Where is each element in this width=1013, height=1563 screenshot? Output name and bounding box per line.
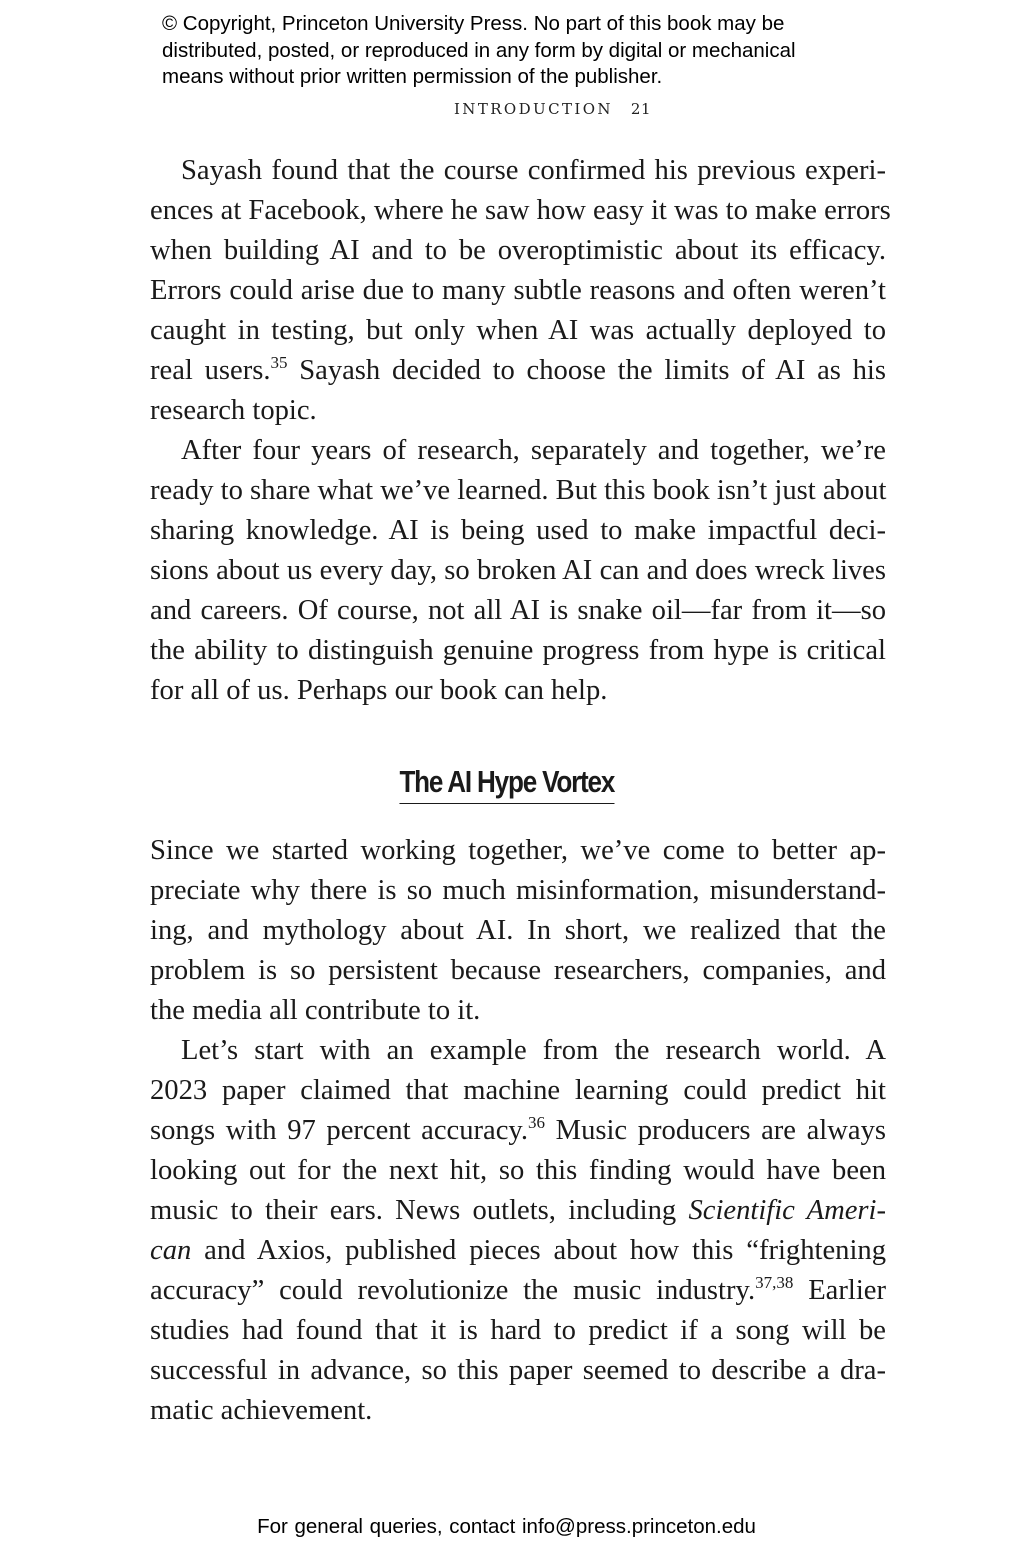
copyright-notice (162, 11, 882, 91)
text-line: studies had found that it is hard to predict if a song will be (150, 1315, 886, 1346)
text-line (150, 1111, 886, 1151)
publication-title: Scientific Ameri- (688, 1195, 887, 1226)
paragraph-1 (150, 151, 891, 711)
text-segment: accuracy” could revolutionize the music industry. (150, 1275, 756, 1306)
copyright-line: distributed, posted, or reproduced in any form by digital or mechanical (162, 38, 796, 62)
text-line: research topic. (150, 395, 317, 426)
copyright-line: means without prior written permission of the publisher. (162, 65, 663, 88)
footer-contact: For general queries, contact info@press.princeton.edu (257, 1515, 756, 1538)
text-line: the media all contribute to it. (150, 995, 481, 1026)
text-line: matic achievement. (150, 1395, 373, 1426)
footnote-marker: 35 (270, 353, 288, 372)
text-line: Sayash found that the course confirmed his previous experi- (181, 155, 886, 186)
chapter-title: INTRODUCTION (453, 100, 613, 118)
text-segment: Earlier (793, 1275, 886, 1306)
text-line: After four years of research, separately and together, we’re (181, 435, 886, 466)
text-line: the ability to distinguish genuine progress from hype is critical (150, 635, 886, 666)
text-line: caught in testing, but only when AI was actually deployed to (150, 315, 886, 346)
text-segment: Music producers are always (545, 1115, 887, 1146)
text-line: Let’s start with an example from the research world. A (181, 1035, 886, 1066)
section-heading-text: The AI Hype Vortex (399, 762, 614, 804)
page-number: 21 (630, 100, 652, 118)
text-segment: music to their ears. News outlets, including (150, 1195, 689, 1226)
footnote-marker: 37,38 (755, 1273, 794, 1292)
text-line: when building AI and to be overoptimistic about its efficacy. (150, 235, 886, 266)
section-heading (0, 762, 1013, 804)
text-segment: real users. (150, 355, 271, 386)
text-line: successful in advance, so this paper seemed to describe a dra- (150, 1355, 886, 1386)
text-line (150, 351, 886, 391)
text-line (150, 1271, 886, 1311)
text-line: Errors could arise due to many subtle reasons and often weren’t (150, 275, 886, 306)
text-line: for all of us. Perhaps our book can help. (150, 675, 608, 706)
text-line (150, 1191, 886, 1231)
text-line: ing, and mythology about AI. In short, we realized that the (150, 915, 886, 946)
text-line: problem is so persistent because researchers, companies, and (150, 955, 886, 986)
text-line: sions about us every day, so broken AI can and does wreck lives (150, 555, 886, 586)
text-segment: Sayash decided to choose the limits of AI as his (287, 355, 886, 386)
paragraph-3 (150, 831, 886, 1431)
text-line: ready to share what we’ve learned. But this book isn’t just about (150, 475, 887, 506)
text-segment: songs with 97 percent accuracy. (150, 1115, 529, 1146)
text-line (150, 1231, 886, 1271)
copyright-line: © Copyright, Princeton University Press. No part of this book may be (162, 12, 785, 35)
footnote-marker: 36 (528, 1113, 546, 1132)
text-line: ences at Facebook, where he saw how easy it was to make errors (150, 195, 891, 226)
running-head (0, 100, 1013, 118)
publication-title: can (150, 1235, 192, 1266)
text-line: preciate why there is so much misinformation, misunderstand- (150, 875, 886, 906)
text-line: 2023 paper claimed that machine learning could predict hit (150, 1075, 886, 1106)
text-segment: and Axios, published pieces about how this “frightening (191, 1235, 886, 1266)
text-line: and careers. Of course, not all AI is snake oil—far from it—so (150, 595, 886, 626)
text-line: looking out for the next hit, so this finding would have been (150, 1155, 886, 1186)
text-line: sharing knowledge. AI is being used to make impactful deci- (150, 515, 886, 546)
text-line: Since we started working together, we’ve come to better ap- (150, 835, 886, 866)
